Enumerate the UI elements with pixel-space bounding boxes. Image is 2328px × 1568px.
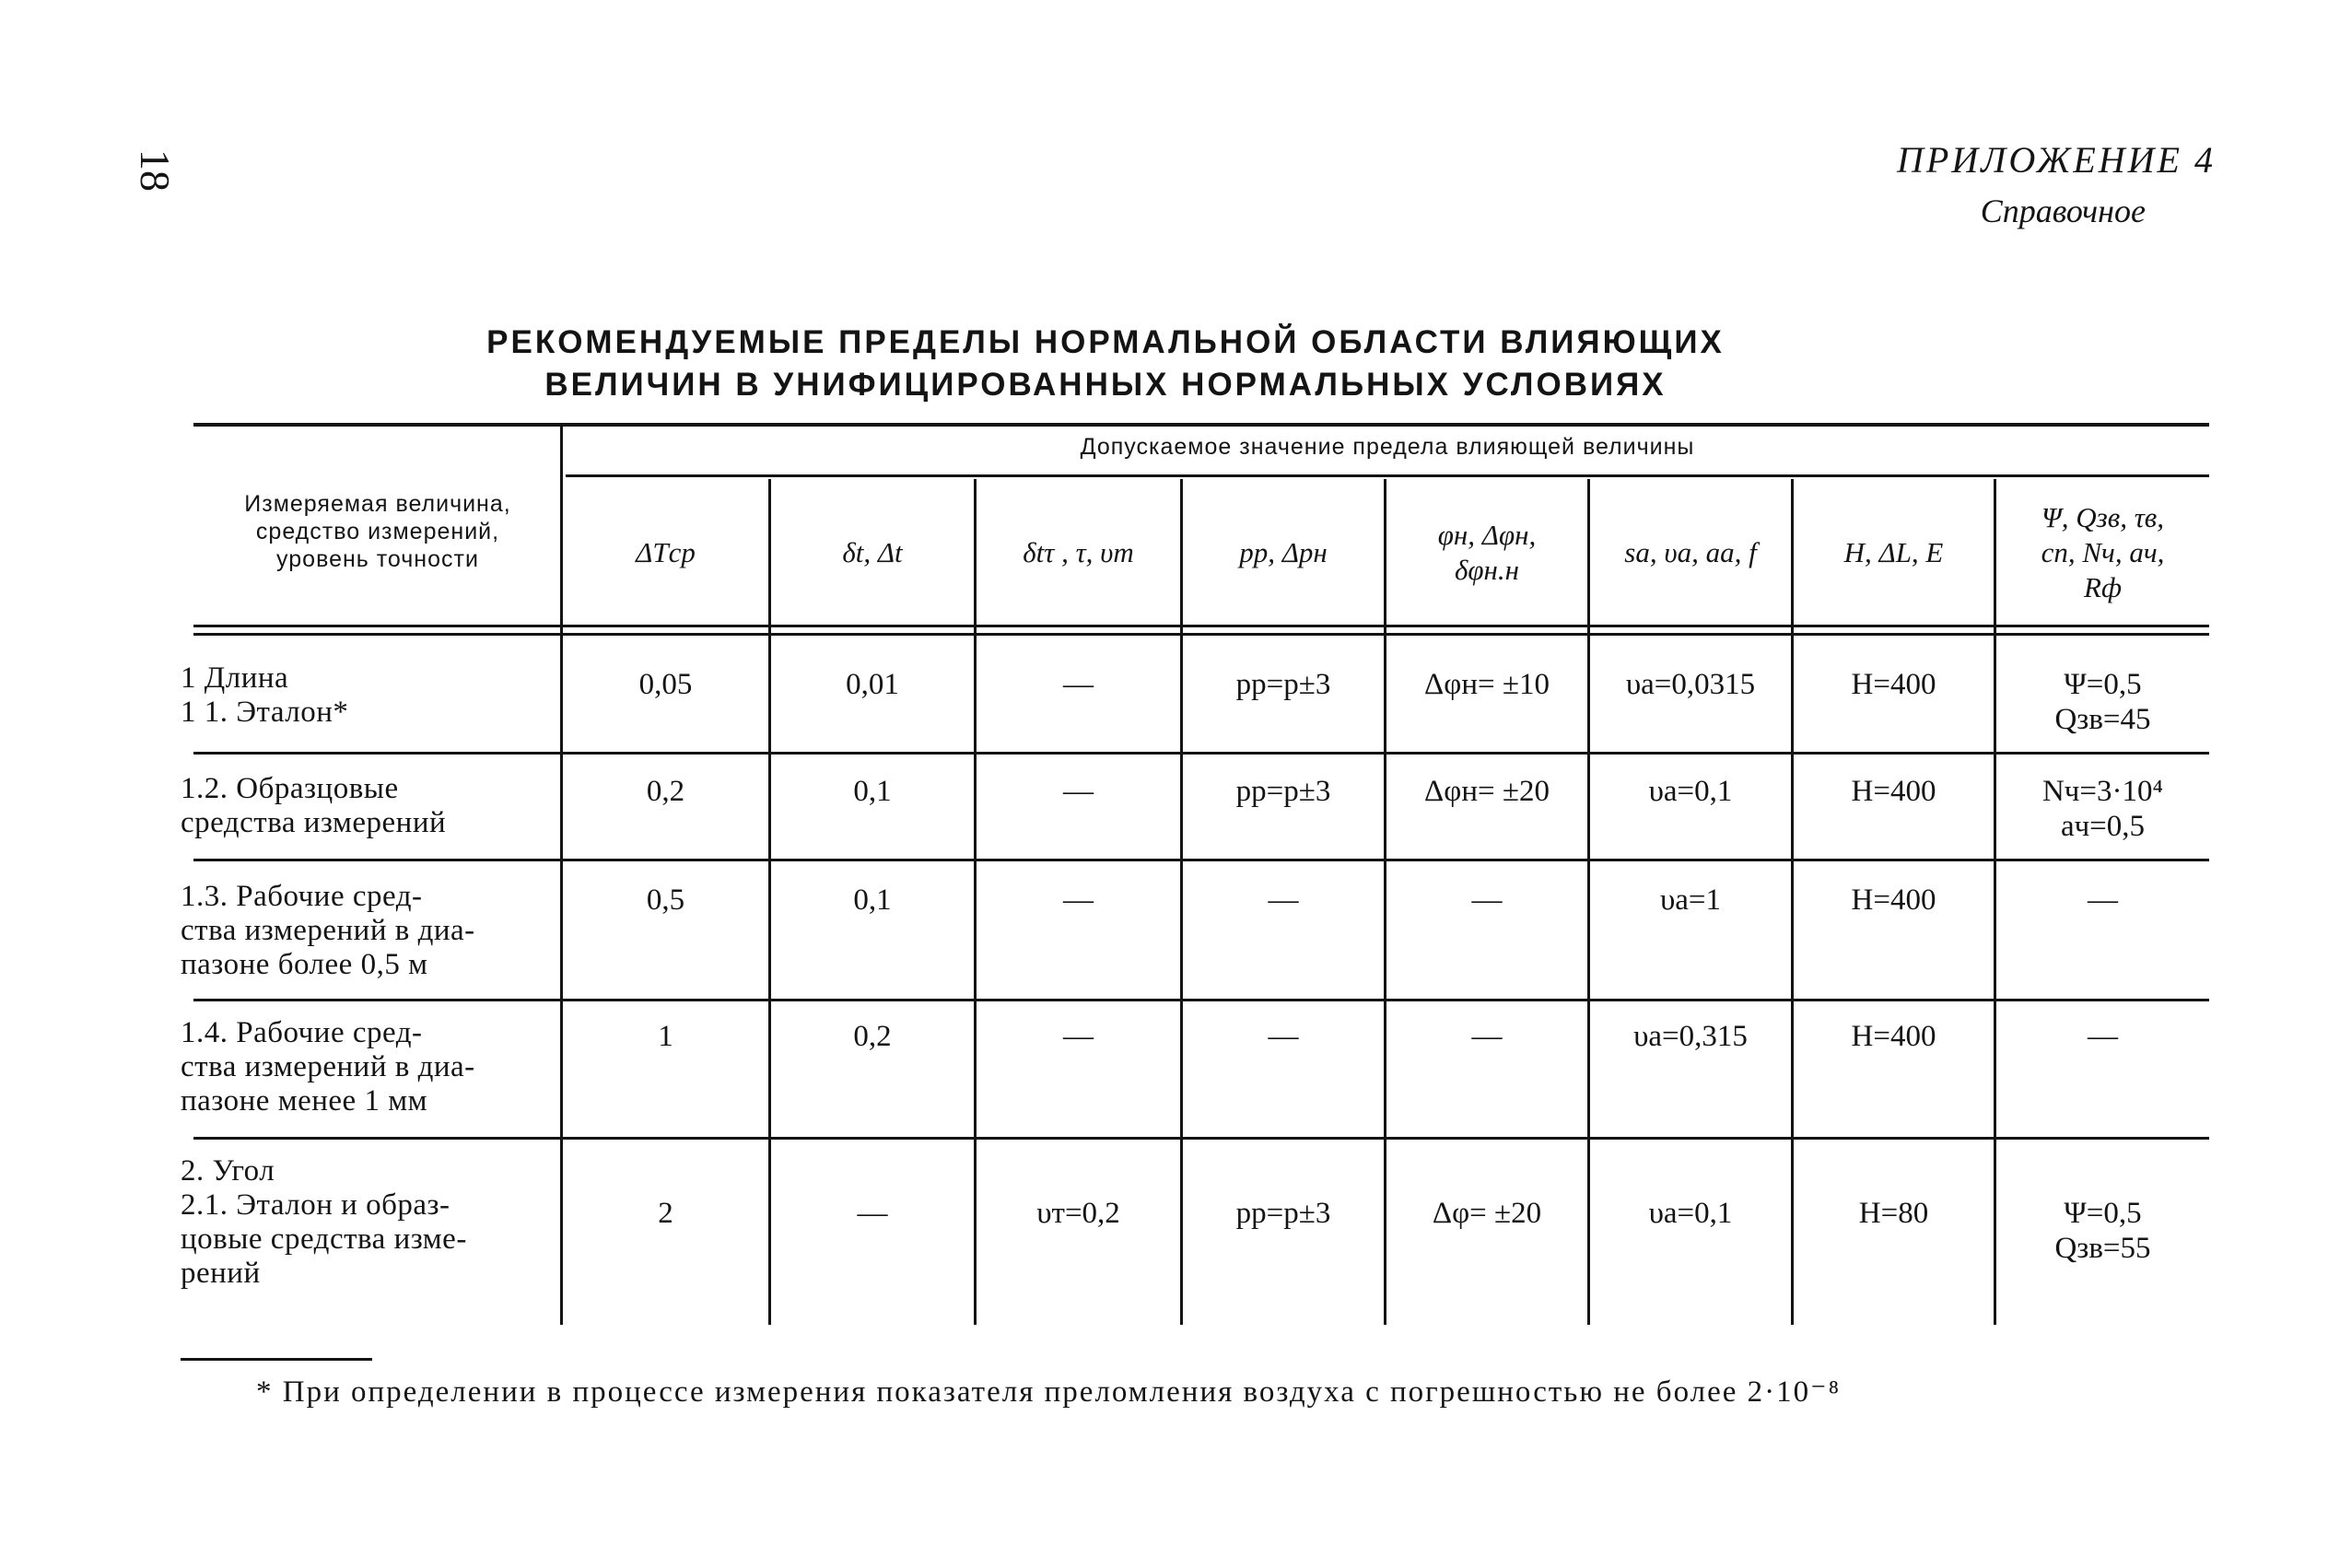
row-separator (193, 752, 2209, 755)
header-double-rule-bottom (193, 633, 2209, 636)
row-label: 2. Угол 2.1. Эталон и образ- цовые средства изме- рений (181, 1154, 467, 1290)
table-cell: — (1268, 1020, 1299, 1053)
footnote-rule (181, 1358, 372, 1361)
column-header-delta-t-avg: ΔTср (636, 536, 696, 568)
table-title-line-1: РЕКОМЕНДУЕМЫЕ ПРЕДЕЛЫ НОРМАЛЬНОЙ ОБЛАСТИ ВЛИЯЮЩИХ (486, 324, 1725, 360)
table-cell: Ψ=0,5 Qзв=55 (2054, 1197, 2151, 1265)
row-header: Измеряемая величина, средство измерений, уровень точности (244, 491, 511, 572)
table-cell: υа=1 (1659, 883, 1722, 917)
table-cell: Nч=3·10⁴ aч=0,5 (2041, 775, 2164, 843)
group-header: Допускаемое значение предела влияющей величины (1080, 434, 1695, 460)
table-cell: υа=0,0315 (1625, 668, 1756, 701)
column-header-tau: δtτ , τ, υт (1023, 536, 1134, 568)
footnote: * При определении в процессе измерения показателя преломления воздуха с погрешностью не более 2·10⁻⁸ (256, 1375, 1842, 1409)
table-cell: H=400 (1851, 668, 1936, 701)
table-cell: Δφн= ±20 (1424, 775, 1550, 808)
page-number: 18 (132, 149, 179, 192)
table-title-line-2: ВЕЛИЧИН В УНИФИЦИРОВАННЫХ НОРМАЛЬНЫХ УСЛОВИЯХ (544, 367, 1667, 403)
table-cell: pр=p±3 (1235, 1197, 1331, 1230)
row-separator (193, 1137, 2209, 1140)
table-cell: 0,1 (853, 883, 892, 917)
group-header-rule (566, 474, 2209, 477)
table-cell: — (2088, 883, 2118, 917)
table-cell: — (1471, 883, 1503, 917)
table-cell: — (2088, 1020, 2118, 1053)
table-cell: 0,2 (646, 775, 685, 808)
table-cell: — (1063, 883, 1094, 917)
column-header-misc: Ψ, Qзв, τв, cп, Nч, aч, Rф (2041, 501, 2165, 603)
table-cell: υа=0,1 (1648, 775, 1733, 808)
appendix-label: ПРИЛОЖЕНИЕ 4 (1897, 139, 2216, 181)
table-cell: 0,01 (846, 668, 899, 701)
row-separator (193, 999, 2209, 1001)
table-cell: Δφн= ±10 (1424, 668, 1550, 701)
column-header-field: H, ΔL, E (1843, 536, 1944, 568)
table-cell: υа=0,315 (1633, 1020, 1748, 1053)
column-header-vibration: sа, υа, aа, f (1624, 536, 1757, 568)
table-cell: 0,5 (646, 883, 685, 917)
table-cell: H=400 (1851, 1020, 1936, 1053)
table-cell: Δφ= ±20 (1432, 1197, 1542, 1230)
table-cell: 1 (658, 1020, 673, 1053)
row-label: 1 Длина 1 1. Эталон* (181, 661, 349, 729)
table-cell: 0,2 (853, 1020, 892, 1053)
table-cell: H=400 (1851, 883, 1936, 917)
table-cell: 2 (658, 1197, 673, 1230)
table-cell: H=80 (1858, 1197, 1929, 1230)
table-cell: — (1471, 1020, 1503, 1053)
table-cell: — (857, 1197, 888, 1230)
table-cell: 0,1 (853, 775, 892, 808)
column-header-pressure: pр, Δpн (1239, 536, 1328, 568)
column-header-humidity: φн, Δφн, δφн.н (1437, 519, 1537, 586)
column-header-delta-t: δt, Δt (842, 536, 903, 568)
table-cell: Ψ=0,5 Qзв=45 (2054, 668, 2151, 736)
table-cell: — (1063, 668, 1094, 701)
table-cell: υа=0,1 (1648, 1197, 1733, 1230)
table-cell: — (1063, 775, 1094, 808)
table-top-rule (193, 423, 2209, 427)
row-label: 1.3. Рабочие сред- ства измерений в диа- пазоне более 0,5 м (181, 880, 475, 981)
row-label: 1.4. Рабочие сред- ства измерений в диа- пазоне менее 1 мм (181, 1016, 475, 1117)
table-cell: pр=p±3 (1235, 775, 1331, 808)
row-separator (193, 859, 2209, 861)
table-cell: pр=p±3 (1235, 668, 1331, 701)
table-cell: 0,05 (638, 668, 693, 701)
table-cell: H=400 (1851, 775, 1936, 808)
table-cell: — (1268, 883, 1299, 917)
table-cell: υт=0,2 (1036, 1197, 1120, 1230)
row-label: 1.2. Образцовые средства измерений (181, 772, 447, 839)
appendix-type: Справочное (1980, 193, 2146, 229)
table-cell: — (1063, 1020, 1094, 1053)
